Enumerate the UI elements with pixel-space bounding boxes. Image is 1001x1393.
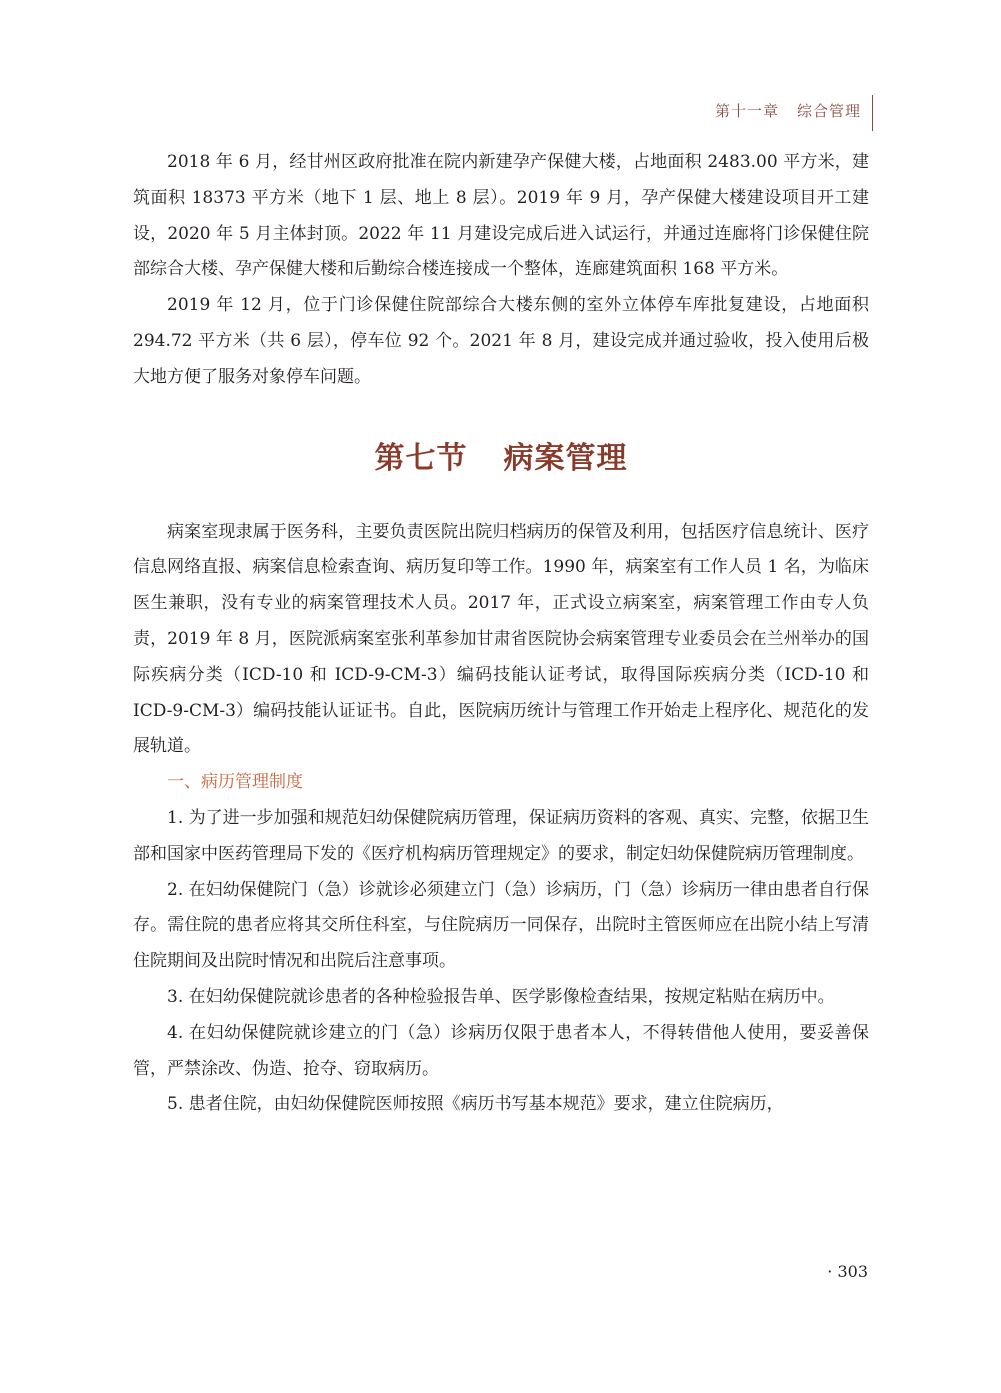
section-name: 病案管理	[503, 440, 628, 476]
list-item: 3. 在妇幼保健院就诊患者的各种检验报告单、医学影像检查结果，按规定粘贴在病历中。	[167, 986, 835, 1007]
section-number: 第七节	[374, 440, 468, 476]
section-title	[133, 439, 869, 479]
list-item: 4. 在妇幼保健院就诊建立的门（急）诊病历仅限于患者本人，不得转借他人使用，要妥善保管，严禁涂改、伪造、抢夺、窃取病历。	[133, 1022, 869, 1079]
paragraph-2: 2019 年 12 月，位于门诊保健住院部综合大楼东侧的室外立体停车库批复建设，占地面积 294.72 平方米（共 6 层），停车位 92 个。2021 年 8 月，建设完成并通过验收，投入使用后极大地方便了服务对象停车问题。	[133, 295, 869, 387]
header-divider	[872, 95, 873, 131]
paragraph-1: 2018 年 6 月，经甘州区政府批准在院内新建孕产保健大楼，占地面积 2483.00 平方米，建筑面积 18373 平方米（地下 1 层、地上 8 层）。2019 年 9 月，孕产保健大楼建设项目开工建设，2020 年 5 月主体封顶。2022 年 11 月建设完成后进入试运行，并通过连廊将门诊保健住院部综合大楼、孕产保健大楼和后勤综合楼连接成一个整体，连廊建筑面积 168 平方米。	[133, 152, 869, 280]
chapter-title: 综合管理	[796, 102, 861, 120]
page-number: · 303	[827, 1262, 868, 1281]
chapter-number: 第十一章	[714, 102, 779, 120]
page-body	[133, 145, 869, 1123]
section-intro-paragraph: 病案室现隶属于医务科，主要负责医院出院归档病历的保管及利用，包括医疗信息统计、医疗信息网络直报、病案信息检索查询、病历复印等工作。1990 年，病案室有工作人员 1 名，为临床医生兼职，没有专业的病案管理技术人员。2017 年，正式设立病案室，病案管理工作由专人负责，2019 年 8 月，医院派病案室张利革参加甘肃省医院协会病案管理专业委员会在兰州举办的国际疾病分类（ICD-10 和 ICD-9-CM-3）编码技能认证考试，取得国际疾病分类（ICD-10 和 ICD-9-CM-3）编码技能认证证书。自此，医院病历统计与管理工作开始走上程序化、规范化的发展轨道。	[133, 521, 869, 757]
running-header	[715, 100, 861, 121]
subsection-heading: 一、病历管理制度	[167, 772, 303, 793]
list-item: 5. 患者住院，由妇幼保健院医师按照《病历书写基本规范》要求，建立住院病历，	[167, 1094, 784, 1115]
list-item: 2. 在妇幼保健院门（急）诊就诊必须建立门（急）诊病历，门（急）诊病历一律由患者自行保存。需住院的患者应将其交所住科室，与住院病历一同保存，出院时主管医师应在出院小结上写清住院期间及出院时情况和出院后注意事项。	[133, 879, 869, 972]
list-item: 1. 为了进一步加强和规范妇幼保健院病历管理，保证病历资料的客观、真实、完整，依据卫生部和国家中医药管理局下发的《医疗机构病历管理规定》的要求，制定妇幼保健院病历管理制度。	[133, 807, 869, 864]
